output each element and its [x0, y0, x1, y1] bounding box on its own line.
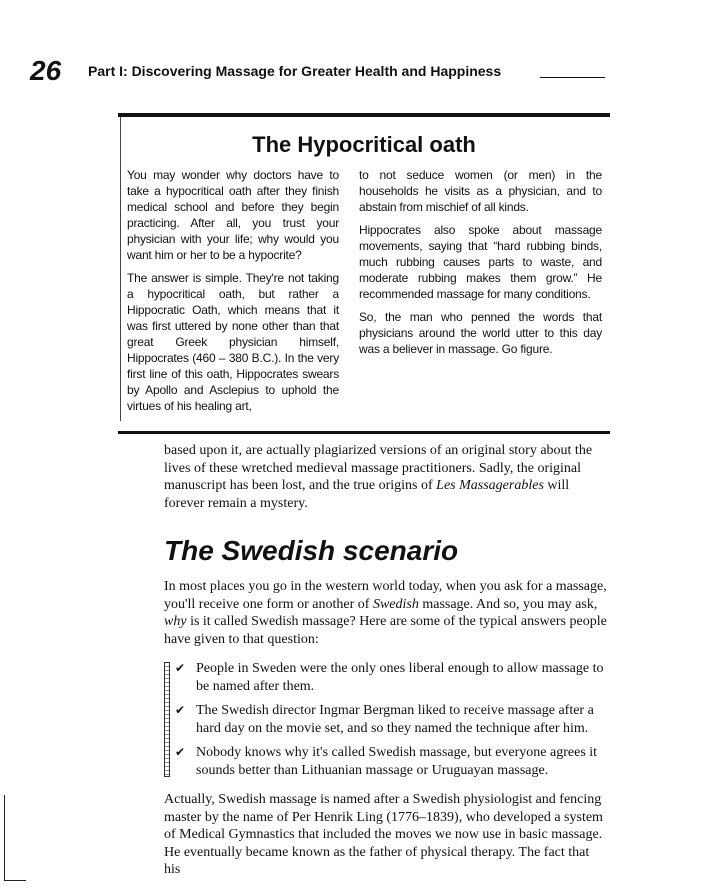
book-title: Les Massagerables [436, 478, 544, 493]
page-number: 26 [30, 55, 62, 86]
sidebar-columns [118, 167, 610, 421]
text: will forever remain a mystery. [164, 478, 570, 511]
sidebar-left-rule [120, 117, 121, 421]
closing-paragraph: Actually, Swedish massage is named after a Swedish physiologist and fencing master by the name of Per Henrik Ling (1776–1839), who developed a system of Medical Gymnastics that included the moves we now use in basic massage. He eventually became known as the father of physical therapy. The fact that his [164, 792, 603, 877]
check-icon: ✔ [175, 661, 186, 675]
running-head: Part I: Discovering Massage for Greater Health and Happiness [88, 63, 502, 79]
sidebar-right-column [359, 167, 602, 421]
sidebar-paragraph: The answer is simple. They're not taking a hypocritical oath, but rather a Hippocratic Oath, which means that it was first uttered by none other than that great Greek physician himself, Hippocrates (460 – 380 B.C.). In the very first line of this oath, Hippocrates swears by Apollo and Asclepius to uphold the virtues of his healing art, [127, 271, 339, 413]
sidebar-paragraph: to not seduce women (or men) in the households he visits as a physician, and to abstain from mischief of all kinds. [359, 168, 602, 214]
text: massage. And so, you may ask, [418, 596, 598, 612]
section-heading: The Swedish scenario [164, 535, 459, 566]
list-item [164, 744, 607, 779]
sidebar-paragraph: Hippocrates also spoke about massage movements, saying that “hard rubbing binds, much rubbing causes parts to waste, and moderate rubbing makes them grow.” He recommended massage for many conditions. [359, 223, 602, 301]
list-item [164, 660, 607, 695]
sidebar-paragraph: You may wonder why doctors have to take a hypocritical oath after they finish medical school and before they begin practicing. After all, you trust your physician with your life; why would you want him or her to be a hypocrite? [127, 168, 339, 262]
check-icon: ✔ [175, 703, 186, 717]
text: based upon it, are actually plagiarized versions of an original story about the lives of these wretched medieval massage practitioners. Sadly, the original manuscript has been lost, and the true origins of [164, 443, 593, 493]
scan-mark [4, 795, 5, 880]
sidebar-title: The Hypocritical oath [252, 132, 476, 157]
bullet-list [164, 660, 607, 779]
text: is it called Swedish massage? Here are some of the typical answers people have given to that question: [164, 614, 607, 647]
emphasis: why [164, 614, 187, 629]
sidebar-paragraph: So, the man who penned the words that physicians around the world utter to this day was a believer in massage. Go figure. [359, 310, 602, 356]
sidebar-box [118, 113, 610, 434]
page-content [118, 113, 610, 891]
continued-paragraph [164, 442, 607, 512]
bullet-text: The Swedish director Ingmar Bergman liked to receive massage after a hard day on the movie set, and so they named the technique after him. [196, 703, 594, 736]
list-item [164, 702, 607, 737]
emphasis: Swedish [372, 596, 419, 612]
text: In most places you go in the western world today, when you ask for a massage, you'll receive one form or another of [164, 579, 607, 612]
bullet-text: People in Sweden were the only ones liberal enough to allow massage to be named after them. [196, 661, 604, 694]
check-icon: ✔ [175, 745, 186, 759]
bullet-text: Nobody knows why it's called Swedish massage, but everyone agrees it sounds better than Lithuanian massage or Uruguayan massage. [196, 745, 598, 778]
sidebar-left-column [127, 167, 339, 421]
scan-mark [4, 880, 26, 881]
intro-paragraph [164, 578, 607, 648]
header-rule [540, 77, 605, 78]
main-text [164, 442, 607, 879]
